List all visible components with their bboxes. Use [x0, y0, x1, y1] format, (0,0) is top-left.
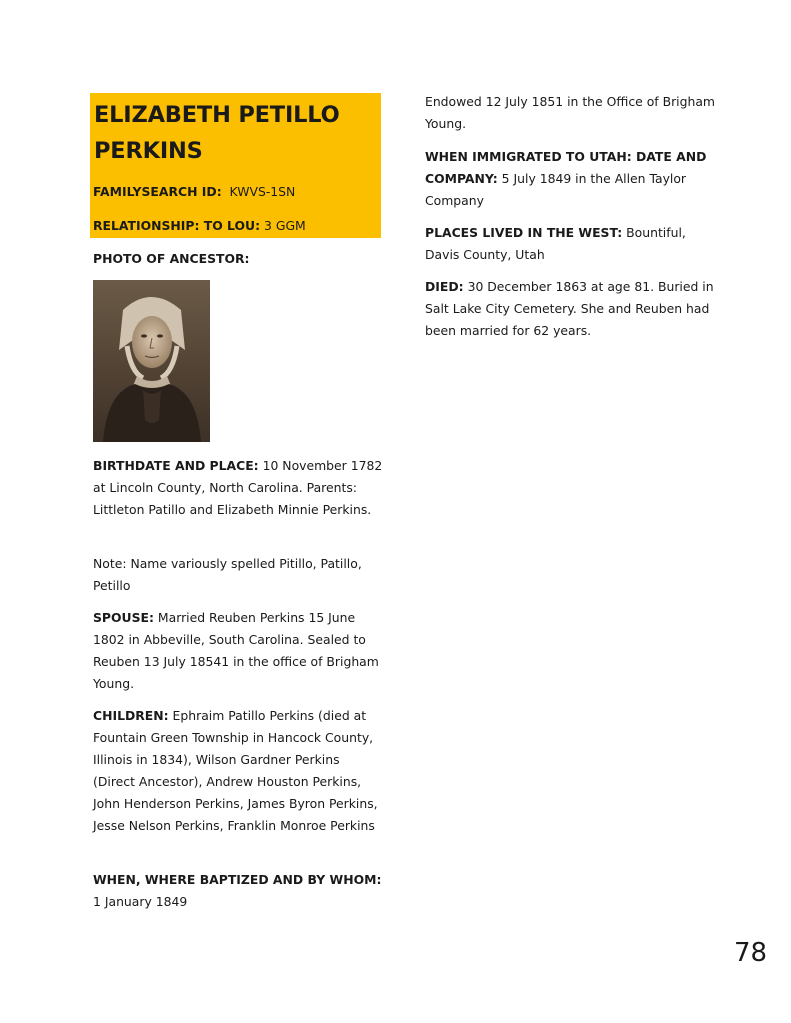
birth-label: BIRTHDATE AND PLACE: — [93, 458, 259, 473]
immigrated-label: WHEN IMMIGRATED TO UTAH: DATE AND COMPANY: — [425, 149, 707, 186]
birth-text: 10 November 1782 at Lincoln County, North Carolina. Parents: Littleton Patillo and Elizabeth Minnie Perkins. — [93, 458, 383, 517]
spouse-text: Married Reuben Perkins 15 June 1802 in Abbeville, South Carolina. Sealed to Reuben 13 July 18541 in the office of Brigham Young. — [93, 610, 379, 691]
endowed-text: Endowed 12 July 1851 in the Office of Brigham Young. — [425, 94, 716, 131]
children-label: CHILDREN: — [93, 708, 169, 723]
photo-section — [93, 248, 383, 270]
familysearch-id-line — [93, 184, 295, 200]
baptized-section — [93, 869, 383, 913]
died-label: DIED: — [425, 279, 464, 294]
died-section — [425, 276, 720, 342]
died-text: 30 December 1863 at age 81. Buried in Salt Lake City Cemetery. She and Reuben had been married for 62 years. — [425, 279, 714, 338]
children-section — [93, 705, 383, 837]
relationship-line — [93, 218, 306, 234]
spouse-section — [93, 607, 383, 695]
spouse-label: SPOUSE: — [93, 610, 154, 625]
familysearch-id-value: KWVS-1SN — [229, 184, 296, 199]
immigrated-section — [425, 146, 720, 212]
page-number: 78 — [734, 938, 768, 968]
baptized-label: WHEN, WHERE BAPTIZED AND BY WHOM: — [93, 872, 382, 887]
photo-label: PHOTO OF ANCESTOR: — [93, 251, 250, 266]
baptized-text: 1 January 1849 — [93, 894, 188, 909]
relationship-label: RELATIONSHIP: TO LOU: — [93, 218, 261, 233]
places-section — [425, 222, 720, 266]
birth-section — [93, 455, 383, 521]
places-text: Bountiful, Davis County, Utah — [425, 225, 686, 262]
familysearch-id-label: FAMILYSEARCH ID: — [93, 184, 222, 199]
ancestor-photo — [93, 280, 210, 442]
endowed-section — [425, 91, 720, 135]
note-text: Note: Name variously spelled Pitillo, Patillo, Petillo — [93, 556, 362, 593]
children-text: Ephraim Patillo Perkins (died at Fountain Green Township in Hancock County, Illinois in 1834), Wilson Gardner Perkins (Direct Ancestor), Andrew Houston Perkins, John Henderson Perkins, James Byron Perkins, Jesse Nelson Perkins, Franklin Monroe Perkins — [93, 708, 378, 833]
immigrated-text: 5 July 1849 in the Allen Taylor Company — [425, 171, 687, 208]
ancestor-name: ELIZABETH PETILLO PERKINS — [94, 102, 340, 164]
note-section — [93, 553, 383, 597]
portrait-image — [93, 280, 210, 442]
ancestor-header-box — [90, 93, 381, 238]
places-label: PLACES LIVED IN THE WEST: — [425, 225, 623, 240]
relationship-value: 3 GGM — [264, 218, 306, 233]
